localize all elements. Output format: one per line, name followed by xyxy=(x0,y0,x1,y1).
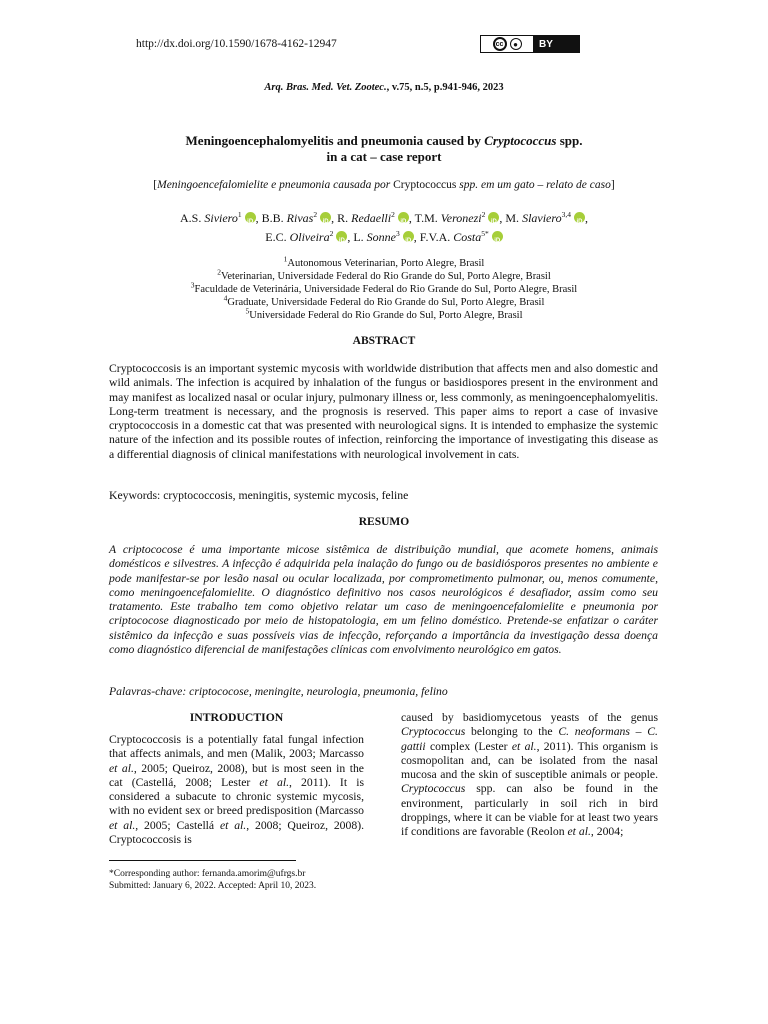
text-run: spp. can also be found in the environment, particularly in soil rich in bird droppings, where it can be viable for at least two years if conditions are favorable (Reolon xyxy=(401,782,658,839)
abstract-keywords: Keywords: cryptococcosis, meningitis, systemic mycosis, feline xyxy=(109,489,409,502)
affiliation-line xyxy=(0,267,768,283)
affiliation-line xyxy=(0,293,768,309)
submission-dates: Submitted: January 6, 2022. Accepted: April 10, 2023. xyxy=(109,881,317,891)
author-list xyxy=(0,209,768,247)
introduction-column-1 xyxy=(109,733,364,847)
author-surname: Sonne xyxy=(366,230,396,244)
text-run: Cryptococcosis is a potentially fatal fungal infection that affects animals, and men (Malik, 2003; Marcasso xyxy=(109,733,364,761)
affiliations xyxy=(0,254,768,322)
affiliation-line xyxy=(0,306,768,322)
author-surname: Costa xyxy=(453,230,482,244)
author-surname: Oliveira xyxy=(289,230,330,244)
author-surname: Veronezi xyxy=(440,211,482,225)
affiliation-mark: 1 xyxy=(283,254,288,264)
paper-title: Meningoencephalomyelitis and pneumonia caused by Cryptococcus spp. in a cat – case report xyxy=(185,133,583,164)
orcid-icon[interactable] xyxy=(398,212,409,223)
footnote-divider xyxy=(109,860,296,861)
author-initials: L. xyxy=(353,230,367,244)
text-run: belonging to the xyxy=(465,725,559,739)
orcid-icon[interactable] xyxy=(492,231,503,242)
affiliation-text: Veterinarian, Universidade Federal do Rio Grande do Sul, Porto Alegre, Brasil xyxy=(220,271,551,282)
affiliation-mark: 3 xyxy=(190,280,195,290)
abstract-heading: ABSTRACT xyxy=(352,335,416,347)
license-label: BY xyxy=(539,38,553,50)
introduction-heading: INTRODUCTION xyxy=(189,711,284,724)
orcid-icon[interactable] xyxy=(403,231,414,242)
person-icon: ● xyxy=(510,38,522,50)
text-run: complex (Lester xyxy=(425,739,512,753)
author-initials: E.C. xyxy=(265,230,290,244)
author-initials: A.S. xyxy=(180,211,205,225)
text-run: C. gattii xyxy=(401,725,658,753)
author-affiliation-mark: 1 xyxy=(237,210,242,219)
journal-citation: Arq. Bras. Med. Vet. Zootec., v.75, n.5, p.941-946, 2023 xyxy=(264,82,504,93)
text-run: , 2011). This organism is cosmopolitan and, can be isolated from the nasal mucosa and the skin of susceptible animals or people. xyxy=(401,739,659,782)
author-initials: T.M. xyxy=(414,211,441,225)
text-run: et al. xyxy=(259,775,289,789)
orcid-icon[interactable] xyxy=(488,212,499,223)
text-run: C. neoformans xyxy=(558,725,630,739)
affiliation-mark: 2 xyxy=(217,267,221,277)
corresponding-author: *Corresponding author: fernanda.amorim@ufrgs.br xyxy=(109,869,306,879)
cc-by-license-badge xyxy=(480,35,580,53)
affiliation-line xyxy=(0,280,768,296)
text-run: Cryptococcus xyxy=(401,725,466,739)
author-affiliation-mark: 2 xyxy=(391,210,395,219)
resumo-keywords: Palavras-chave: criptococose, meningite, neurologia, pneumonia, felino xyxy=(109,685,448,698)
doi-link[interactable]: http://dx.doi.org/10.1590/1678-4162-12947 xyxy=(136,38,337,50)
orcid-icon[interactable] xyxy=(245,212,256,223)
text-run: et al. xyxy=(109,761,134,775)
creative-commons-icon: cc xyxy=(493,37,507,51)
affiliation-mark: 4 xyxy=(223,293,228,303)
author-surname: Rivas xyxy=(286,211,314,225)
author-initials: M. xyxy=(505,211,523,225)
resumo-heading: RESUMO xyxy=(358,516,410,528)
author-line-2: E.C. Oliveira$^2$ iD , L. Sonne$^3$ iD , F.V.A. Costa$^{5*}$ iD xyxy=(0,228,768,247)
abstract-text: Cryptococcosis is an important systemic mycosis with worldwide distribution that affects men and also domestic and wild animals. The infection is acquired by inhalation of the fungus or basidiospores present in the environment and may manifest as localized nasal or ocular injury, pulmonary illness or, less commonly, as meningoencephalomyelitis. Long-term treatment is necessary, and the prognosis is reserved. This paper aims to report a case of invasive cryptococcosis in a domestic cat that was presented with neurological signs. It is intended to emphasize the systemic nature of the infection and its possible routes of infection, reinforcing the importance of investigating this disease as a differential diagnosis of clinical manifestations with neurological involvement in cats. xyxy=(109,362,658,461)
author-affiliation-mark: 3,4 xyxy=(561,210,571,219)
author-affiliation-mark: 2 xyxy=(329,229,334,238)
author-surname: Slaviero xyxy=(522,211,562,225)
affiliation-text: Faculdade de Veterinária, Universidade Federal do Rio Grande do Sul, Porto Alegre, Brasil xyxy=(194,284,578,295)
author-initials: B.B. xyxy=(261,211,287,225)
author-affiliation-mark: 5* xyxy=(481,229,489,238)
author-affiliation-mark: 2 xyxy=(481,210,486,219)
text-run: et al. xyxy=(109,818,136,832)
text-run: , 2004; xyxy=(590,825,624,839)
resumo-text: A criptococose é uma importante micose sistêmica de distribuição mundial, que acomete homens, animais domésticos e silvestres. A infecção é adquirida pela inalação do fungo ou de basidiósporos presentes no ambiente e pode manifestar-se por lesão nasal ou ocular localizada, por comprometimento pulmonar, ou, menos comumente, como meningoencefalomielite. O diagnóstico definitivo nos casos neurológicos é desafiador, assim como seu tratamento. Este trabalho tem como objetivo relatar um caso de meningoencefalomielite e pneumonia por criptococose diagnosticado por meio de histopatologia, em um felino doméstico. Pretende-se enfatizar o caráter sistêmico da infecção e suas possíveis vias de infecção, reforçando a importância da investigação dessa doença como diagnóstico diferencial de manifestações clínicas com envolvimento neurológico em gatos. xyxy=(109,543,658,657)
affiliation-mark: 5 xyxy=(245,306,250,316)
author-line-1: A.S. Siviero$^1$ iD , B.B. Rivas$^2$ iD , R. Redaelli$^2$ iD , T.M. Veronezi$^2$ iD , M. Slaviero$^{3,4}$ iD , xyxy=(0,209,768,228)
affiliation-text: Autonomous Veterinarian, Porto Alegre, Brasil xyxy=(287,258,485,269)
paper-subtitle: [Meningoencefalomielite e pneumonia causada por Cryptococcus spp. em um gato – relato de caso] xyxy=(153,179,615,191)
text-run: et al. xyxy=(511,739,537,753)
text-run: et al. xyxy=(219,818,247,832)
orcid-icon[interactable] xyxy=(336,231,347,242)
text-run: , 2011). It is considered a subacute to chronic systemic mycosis, with no evident sex or breed predisposition (Marcasso xyxy=(109,775,364,818)
orcid-icon[interactable] xyxy=(574,212,585,223)
text-run: – xyxy=(629,725,648,739)
text-run: caused by basidiomycetous yeasts of the genus xyxy=(401,711,658,724)
affiliation-text: Universidade Federal do Rio Grande do Sul, Porto Alegre, Brasil xyxy=(249,310,523,321)
footnotes xyxy=(109,868,316,892)
author-surname: Redaelli xyxy=(351,211,392,225)
orcid-icon[interactable] xyxy=(320,212,331,223)
author-surname: Siviero xyxy=(204,211,238,225)
affiliation-text: Graduate, Universidade Federal do Rio Grande do Sul, Porto Alegre, Brasil xyxy=(227,297,545,308)
text-run: , 2005; Castellá xyxy=(135,818,220,832)
text-run: , 2008; Queiroz, 2008). Cryptococcosis is xyxy=(109,818,365,847)
text-run: Cryptococcus xyxy=(401,782,466,796)
affiliation-line xyxy=(0,254,768,270)
text-run: et al. xyxy=(567,825,591,839)
author-affiliation-mark: 3 xyxy=(396,229,400,238)
author-affiliation-mark: 2 xyxy=(313,210,318,219)
introduction-column-2 xyxy=(401,711,658,840)
text-run: , 2005; Queiroz, 2008), but is most seen in the cat (Castellá, 2008; Lester xyxy=(109,761,364,789)
author-initials: R. xyxy=(337,211,352,225)
author-initials: F.V.A. xyxy=(419,230,454,244)
